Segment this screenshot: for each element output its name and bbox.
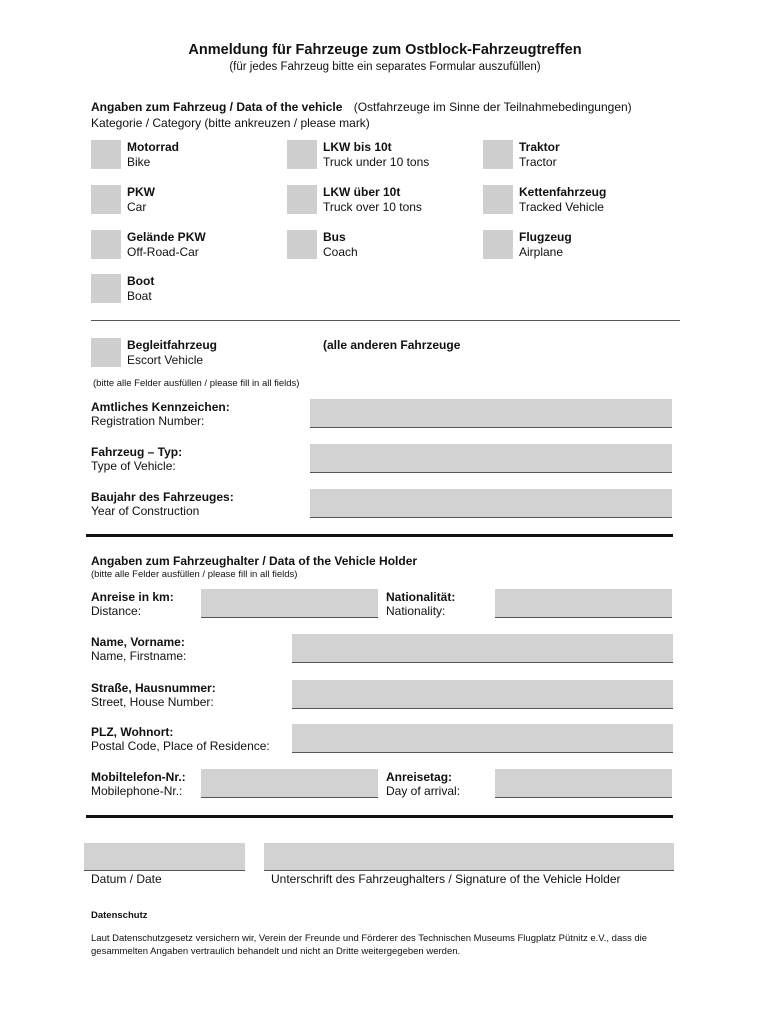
category-en: Truck under 10 tons: [323, 154, 430, 169]
category-en: Escort Vehicle: [127, 352, 204, 367]
checkbox-motorrad[interactable]: [91, 140, 121, 169]
label-de: Anreisetag:: [386, 770, 453, 784]
label-de: Name, Vorname:: [91, 635, 185, 649]
nationality-label: [386, 590, 455, 618]
category-motorrad: [127, 140, 179, 169]
category-de: LKW über 10t: [323, 185, 401, 199]
label-de: Mobiltelefon-Nr.:: [91, 770, 186, 784]
privacy-text: Laut Datenschutzgesetz versichern wir, Verein der Freunde und Förderer des Technischen Museums Flugplatz Pütnitz e.V., dass die gesammelten Angaben vertraulich behandelt und nicht an Dritte weitergegeben werden.: [91, 933, 648, 957]
checkbox-lkw-bis-10t[interactable]: [287, 140, 317, 169]
postal-label: [91, 725, 270, 753]
registration-field[interactable]: [310, 399, 672, 428]
category-en: Boat: [127, 288, 152, 303]
date-field[interactable]: [84, 843, 245, 871]
checkbox-boot[interactable]: [91, 274, 121, 303]
holder-fill-note: (bitte alle Felder ausfüllen / please fill in all fields): [91, 569, 298, 580]
category-traktor: [519, 140, 560, 169]
category-en: Truck over 10 tons: [323, 199, 422, 214]
category-de: Flugzeug: [519, 230, 572, 244]
vehicle-section-note: (Ostfahrzeuge im Sinne der Teilnahmebedingungen): [353, 100, 632, 114]
label-de: Nationalität:: [386, 590, 456, 604]
distance-label: [91, 590, 174, 618]
checkbox-gelaende-pkw[interactable]: [91, 230, 121, 259]
postal-field[interactable]: [292, 724, 673, 753]
vehicle-type-field[interactable]: [310, 444, 672, 473]
category-en: Airplane: [519, 244, 564, 259]
vehicle-type-label: [91, 445, 182, 473]
category-de: Motorrad: [127, 140, 179, 154]
street-label: [91, 681, 216, 709]
label-en: Postal Code, Place of Residence:: [91, 739, 270, 753]
label-en: Name, Firstname:: [91, 649, 187, 663]
category-de: LKW bis 10t: [323, 140, 392, 154]
category-de: Traktor: [519, 140, 560, 154]
category-flugzeug: [519, 230, 572, 259]
checkbox-pkw[interactable]: [91, 185, 121, 214]
category-en: Bike: [127, 154, 151, 169]
divider: [91, 320, 680, 321]
category-de: Kettenfahrzeug: [519, 185, 607, 199]
section-divider: [86, 534, 673, 537]
holder-section-heading: Angaben zum Fahrzeughalter / Data of the Vehicle Holder: [91, 554, 418, 568]
category-en: Tracked Vehicle: [519, 199, 604, 214]
signature-label: Unterschrift des Fahrzeughalters / Signature of the Vehicle Holder: [271, 872, 621, 886]
label-en: Type of Vehicle:: [91, 459, 176, 473]
page-subtitle: (für jedes Fahrzeug bitte ein separates Formular auszufüllen): [229, 61, 541, 73]
label-en: Nationality:: [386, 604, 446, 618]
label-de: Straße, Hausnummer:: [91, 681, 216, 695]
label-en: Registration Number:: [91, 414, 205, 428]
label-en: Distance:: [91, 604, 142, 618]
page-title: Anmeldung für Fahrzeuge zum Ostblock-Fahrzeugtreffen: [188, 42, 582, 58]
checkbox-kettenfahrzeug[interactable]: [483, 185, 513, 214]
street-field[interactable]: [292, 680, 673, 709]
label-de: Anreise in km:: [91, 590, 174, 604]
phone-label: [91, 770, 186, 798]
label-en: Year of Construction: [91, 504, 200, 518]
nationality-field[interactable]: [495, 589, 672, 618]
category-de: PKW: [127, 185, 155, 199]
checkbox-traktor[interactable]: [483, 140, 513, 169]
checkbox-bus[interactable]: [287, 230, 317, 259]
category-kettenfahrzeug: [519, 185, 606, 214]
label-de: Amtliches Kennzeichen:: [91, 400, 230, 414]
fill-note: (bitte alle Felder ausfüllen / please fill in all fields): [93, 378, 300, 389]
name-label: [91, 635, 186, 663]
category-bus: [323, 230, 358, 259]
signature-field[interactable]: [264, 843, 674, 871]
category-begleitfahrzeug: [127, 338, 217, 367]
label-de: PLZ, Wohnort:: [91, 725, 174, 739]
checkbox-begleitfahrzeug[interactable]: [91, 338, 121, 367]
category-gelaende-pkw: [127, 230, 206, 259]
label-en: Mobilephone-Nr.:: [91, 784, 183, 798]
category-en: Coach: [323, 244, 358, 259]
distance-field[interactable]: [201, 589, 378, 618]
category-de: Begleitfahrzeug: [127, 338, 218, 352]
category-label: Kategorie / Category (bitte ankreuzen / please mark): [91, 116, 370, 130]
year-field[interactable]: [310, 489, 672, 518]
name-field[interactable]: [292, 634, 673, 663]
label-de: Fahrzeug – Typ:: [91, 445, 183, 459]
category-en: Car: [127, 199, 147, 214]
label-en: Day of arrival:: [386, 784, 461, 798]
category-de: Bus: [323, 230, 346, 244]
checkbox-lkw-ueber-10t[interactable]: [287, 185, 317, 214]
vehicle-section-heading-row: [91, 100, 632, 114]
category-de: Gelände PKW: [127, 230, 206, 244]
date-label: Datum / Date: [91, 872, 162, 886]
category-en: Off-Road-Car: [127, 244, 199, 259]
section-divider: [86, 815, 673, 818]
label-de: Baujahr des Fahrzeuges:: [91, 490, 234, 504]
vehicle-section-heading: Angaben zum Fahrzeug / Data of the vehicle: [91, 100, 343, 114]
category-de: Boot: [127, 274, 155, 288]
year-label: [91, 490, 234, 518]
registration-label: [91, 400, 230, 428]
privacy-heading: Datenschutz: [91, 910, 148, 921]
arrival-field[interactable]: [495, 769, 672, 798]
category-lkw-bis-10t: [323, 140, 429, 169]
category-en: Tractor: [519, 154, 557, 169]
escort-note: (alle anderen Fahrzeuge: [323, 338, 461, 352]
phone-field[interactable]: [201, 769, 378, 798]
category-pkw: [127, 185, 155, 214]
category-boot: [127, 274, 154, 303]
category-lkw-ueber-10t: [323, 185, 422, 214]
checkbox-flugzeug[interactable]: [483, 230, 513, 259]
arrival-label: [386, 770, 460, 798]
label-en: Street, House Number:: [91, 695, 214, 709]
